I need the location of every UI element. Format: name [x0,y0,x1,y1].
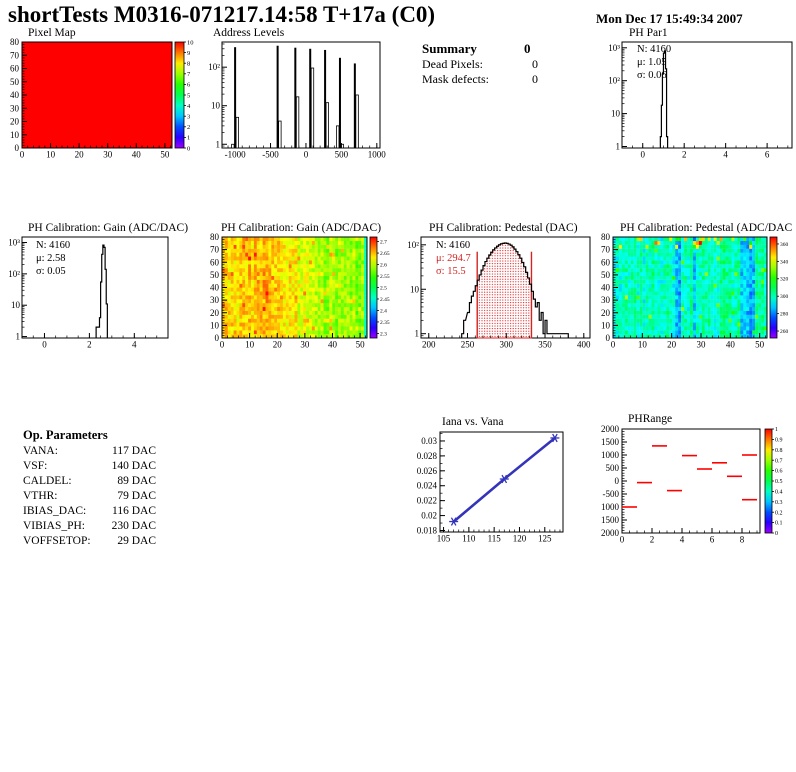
tick-label: 2000 [601,528,619,538]
tick-label: 8 [187,60,191,68]
tick-label: -500 [262,149,279,160]
tick-label: 10 [187,39,194,47]
tick-label: 110 [462,533,476,544]
pedestal-map-plot [601,232,789,350]
tick-label: 0.5 [775,479,783,486]
tick-label: 5 [187,92,191,100]
stat-mean: μ: 1.05 [637,57,667,68]
tick-label: 0.02 [421,510,437,521]
tick-label: 10³ [8,237,20,248]
tick-label: 50 [601,269,610,280]
tick-label: 0.6 [775,468,783,475]
tick-label: 0.024 [416,480,437,491]
summary-row-value: 0 [532,57,538,71]
op-parameter-value: 29 DAC [117,535,156,547]
tick-label: 0 [303,149,309,160]
gain-map-plot [210,232,390,350]
tick-label: 0.018 [416,525,437,536]
tick-label: 7 [187,71,191,79]
tick-label: 20 [210,307,219,318]
tick-label: 6 [187,81,191,89]
tick-label: 6 [764,149,770,160]
chart-title-pedestal-map: PH Calibration: Pedestal (ADC/DAC [620,222,793,234]
stat-entries: N: 4160 [637,44,672,55]
op-parameter-row [23,520,156,532]
tick-label: 2.35 [380,319,390,326]
tick-label: 0 [187,145,191,153]
op-parameter-value: 79 DAC [117,490,156,502]
tick-label: 1500 [601,515,619,525]
op-parameter-label: VANA: [23,445,58,457]
tick-label: 2.4 [380,308,387,315]
tick-label: 0.3 [775,499,783,506]
plot-frame [622,429,760,533]
tick-label: 0 [42,339,47,350]
tick-label: 30 [696,339,706,350]
tick-label: 20 [10,116,19,127]
tick-label: 30 [210,295,219,306]
summary-row-value: 0 [532,72,538,86]
tick-label: 0.7 [775,458,783,465]
op-parameter-label: CALDEL: [23,475,72,487]
tick-label: 2.3 [380,331,387,338]
pixel-map-plot [10,37,194,160]
op-parameter-row [23,490,156,502]
op-parameters-title: Op. Parameters [23,428,108,442]
tick-label: 1000 [367,149,386,160]
tick-label: 2.5 [380,285,387,292]
tick-label: 10 [10,129,19,140]
stat-sigma: σ: 0.05 [36,266,66,277]
tick-label: 10 [611,108,620,119]
tick-label: 1 [615,141,620,152]
chart-title-address-levels: Address Levels [213,27,285,39]
tick-label: 115 [487,533,501,544]
colorbar [765,429,772,533]
address-levels-plot [208,42,386,160]
tick-label: 320 [780,276,789,283]
tick-label: 0.028 [416,450,437,461]
tick-label: 10 [601,320,610,331]
tick-label: 4 [679,534,685,545]
stat-mean: μ: 2.58 [36,253,66,264]
tick-label: 2.45 [380,296,390,303]
tick-label: 4 [723,149,728,160]
op-parameter-row [23,535,156,547]
tick-label: 200 [422,339,436,350]
iana-vs-vana-plot [417,432,563,544]
page-date: Mon Dec 17 15:49:34 2007 [596,11,743,26]
tick-label: 60 [210,257,219,268]
histogram-outline [96,245,107,338]
stat-entries: N: 4160 [436,240,471,251]
summary-title: Summary [422,41,477,56]
tick-label: 500 [334,149,349,160]
op-parameter-value: 230 DAC [111,520,156,532]
op-parameter-label: VOFFSETOP: [23,535,91,547]
tick-label: 50 [755,339,765,350]
tick-label: 40 [131,149,141,160]
tick-label: 2.6 [380,262,387,269]
tick-label: 3 [187,113,191,121]
tick-label: 0 [619,534,625,545]
tick-label: 2.55 [380,273,390,280]
tick-label: 10 [210,320,219,331]
summary-row [422,57,538,72]
colorbar [175,42,184,148]
chart-title-ph-range: PHRange [628,413,673,425]
tick-label: 20 [272,339,282,350]
tick-label: 80 [210,232,219,242]
tick-label: 30 [300,339,310,350]
tick-label: 2 [187,124,191,132]
tick-label: 1000 [601,450,619,460]
tick-label: 280 [780,311,789,318]
tick-label: 0.022 [416,495,437,506]
tick-label: 70 [601,244,610,255]
op-parameter-label: VIBIAS_PH: [23,520,85,532]
tick-label: 10² [608,75,620,86]
tick-label: 0.8 [775,447,783,454]
tick-label: 340 [780,259,789,266]
tick-label: 10³ [608,42,620,53]
tick-label: 0 [19,149,25,160]
tick-label: 0 [214,333,219,343]
stat-sigma: σ: 0.06 [637,70,667,81]
chart-title-ph-par1: PH Par1 [629,27,668,39]
tick-label: 1 [187,134,191,142]
tick-label: 30 [10,103,19,114]
colorbar [770,237,777,338]
tick-label: 40 [327,339,337,350]
stat-sigma: σ: 15.5 [436,266,466,277]
op-parameter-row [23,475,156,487]
tick-label: 2 [649,534,655,545]
pedestal-hist-plot [407,237,591,350]
tick-label: 8 [739,534,745,545]
tick-label: 1000 [601,502,619,512]
tick-label: 50 [10,76,19,87]
chart-title-iana-vs-vana: Iana vs. Vana [442,416,504,428]
summary-row [422,72,538,87]
tick-label: 260 [780,328,789,335]
ph-par1-stats [637,43,671,82]
tick-label: 250 [460,339,475,350]
colorbar [370,237,377,338]
tick-label: 2.7 [380,239,387,246]
summary-total-value: 0 [524,41,531,56]
tick-label: 0 [610,339,616,350]
op-parameter-label: VSF: [23,460,48,472]
tick-label: 40 [725,339,735,350]
tick-label: 40 [210,282,219,293]
tick-label: 10 [637,339,647,350]
tick-label: 10² [8,268,20,279]
tick-label: 1 [15,331,20,342]
tick-label: 125 [538,533,552,544]
tick-label: 2.65 [380,250,390,257]
summary-row-label: Mask defects: [422,72,489,86]
chart-title-gain-map: PH Calibration: Gain (ADC/DAC) [221,222,382,234]
tick-label: 10² [407,239,419,250]
tick-label: -1000 [224,149,246,160]
tick-label: 80 [10,37,19,47]
tick-label: 0 [14,143,19,153]
op-parameter-label: IBIAS_DAC: [23,505,87,517]
tick-label: 0.1 [775,520,783,527]
tick-label: 10 [211,100,220,111]
tick-label: 0.4 [775,489,783,496]
stat-mean: μ: 294.7 [436,253,471,264]
tick-label: 105 [436,533,451,544]
tick-label: 70 [10,50,19,61]
op-parameter-value: 140 DAC [111,460,156,472]
tick-label: 360 [780,241,789,248]
tick-label: 0.026 [416,465,437,476]
tick-label: 40 [601,282,610,293]
tick-label: 20 [601,307,610,318]
tick-label: 1500 [601,437,619,447]
tick-label: 30 [103,149,113,160]
tick-label: 1 [414,328,419,339]
summary-row-label: Dead Pixels: [422,57,483,71]
tick-label: 0 [219,339,225,350]
tick-label: 0.2 [775,510,783,517]
op-parameter-value: 116 DAC [112,505,156,517]
ph-par1-plot [608,42,792,160]
tick-label: 0 [605,333,610,343]
tick-label: 0 [614,476,619,486]
tick-label: 10 [410,284,419,295]
tick-label: 2 [681,149,687,160]
tick-label: 0.03 [421,435,437,446]
tick-label: 80 [601,232,610,242]
tick-label: 9 [187,49,191,57]
ph-range-plot [601,424,783,545]
tick-label: 50 [160,149,170,160]
tick-label: 1 [775,427,778,434]
tick-label: 30 [601,295,610,306]
gain-hist-plot [8,237,168,350]
op-parameter-label: VTHR: [23,490,58,502]
tick-label: 1 [215,139,220,150]
tick-label: 20 [74,149,84,160]
tick-label: 10 [46,149,56,160]
tick-label: 2000 [601,424,619,434]
tick-label: 20 [667,339,677,350]
tick-label: 300 [499,339,514,350]
chart-title-pedestal-hist: PH Calibration: Pedestal (DAC) [429,222,578,234]
op-parameter-row [23,505,156,517]
tick-label: 70 [210,244,219,255]
tick-label: 500 [605,463,619,473]
tick-label: 0 [775,531,778,538]
pedestal-hist-stats [436,239,471,278]
tick-label: 400 [577,339,591,350]
tick-label: 300 [780,294,789,301]
tick-label: 10 [245,339,255,350]
tick-label: 50 [210,269,219,280]
tick-label: 0.9 [775,437,783,444]
op-parameter-row [23,460,156,472]
tick-label: 2 [87,339,92,350]
page-title: shortTests M0316-071217.14:58 T+17a (C0) [8,2,436,27]
chart-title-gain-hist: PH Calibration: Gain (ADC/DAC) [28,222,189,234]
tick-label: 4 [132,339,137,350]
stat-entries: N: 4160 [36,240,71,251]
op-parameter-row [23,445,156,457]
tick-label: 120 [512,533,527,544]
tick-label: -500 [602,489,619,499]
tick-label: 4 [187,102,191,110]
tick-label: 350 [538,339,552,350]
tick-label: 10² [208,62,220,73]
tick-label: 40 [10,90,19,100]
op-parameter-value: 89 DAC [117,475,156,487]
tick-label: 60 [10,63,19,74]
tick-label: 0 [640,149,645,160]
tick-label: 50 [355,339,365,350]
selected-region-fill [477,243,531,338]
op-parameter-value: 117 DAC [112,445,156,457]
tick-label: 6 [709,534,715,545]
gain-hist-stats [36,239,70,278]
tick-label: 10 [11,300,20,311]
chart-title-pixel-map: Pixel Map [28,27,76,39]
tick-label: 60 [601,257,610,268]
